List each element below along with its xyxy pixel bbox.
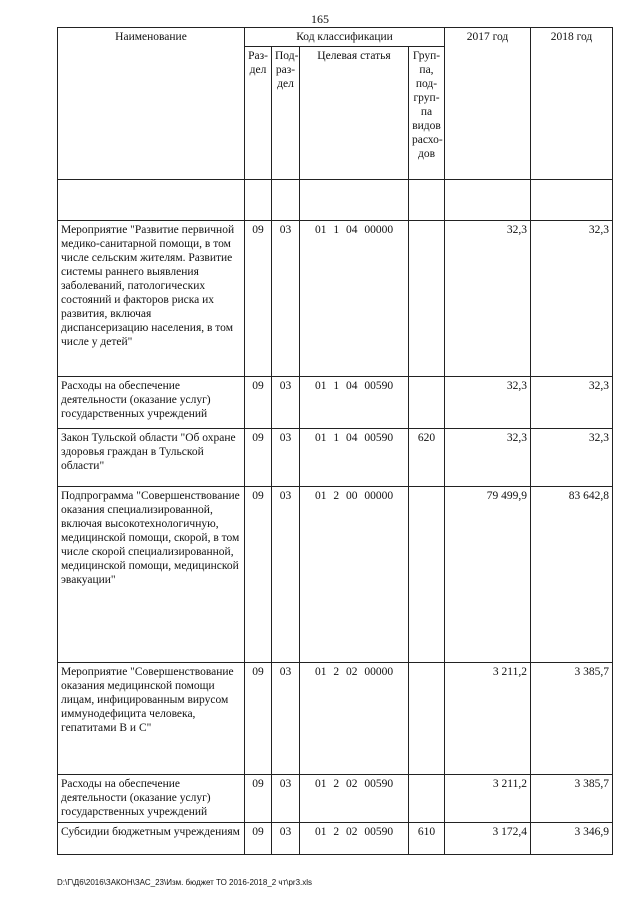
header-2017: 2017 год [445, 28, 531, 180]
row-group [409, 663, 445, 775]
row-2018: 83 642,8 [531, 487, 613, 663]
row-2018: 3 385,7 [531, 775, 613, 823]
row-article: 01 1 04 00590 [300, 429, 409, 487]
page-number: 165 [311, 12, 329, 26]
row-subsection: 03 [272, 487, 300, 663]
row-article: 01 2 02 00000 [300, 663, 409, 775]
header-row-1 [58, 28, 613, 47]
row-subsection: 03 [272, 429, 300, 487]
row-2018: 3 346,9 [531, 823, 613, 855]
header-section: Раз-дел [245, 47, 272, 180]
row-2017: 32,3 [445, 429, 531, 487]
row-section: 09 [245, 429, 272, 487]
row-2018: 3 385,7 [531, 663, 613, 775]
row-name: Мероприятие "Совершенствование оказания медицинской помощи лицам, инфицированным вирусом иммунодефицита человека, гепатитами B и C" [58, 663, 245, 775]
row-group: 620 [409, 429, 445, 487]
row-subsection: 03 [272, 221, 300, 377]
row-2017: 79 499,9 [445, 487, 531, 663]
header-target-article: Целевая статья [300, 47, 409, 180]
row-group [409, 487, 445, 663]
row-article: 01 2 02 00590 [300, 823, 409, 855]
row-name: Закон Тульской области "Об охране здоровья граждан в Тульской области" [58, 429, 245, 487]
row-section: 09 [245, 221, 272, 377]
row-2017: 32,3 [445, 221, 531, 377]
row-name: Субсидии бюджетным учреждениям [58, 823, 245, 855]
table-row [58, 487, 613, 663]
row-name: Подпрограмма "Совершенствование оказания специализированной, включая высокотехнологичную, медицинской помощи, скорой, в том числе скорой специализированной, медицинской помощи, медицинской эвакуации" [58, 487, 245, 663]
header-2018: 2018 год [531, 28, 613, 180]
row-2017: 3 172,4 [445, 823, 531, 855]
table-row [58, 775, 613, 823]
row-article: 01 2 00 00000 [300, 487, 409, 663]
row-name: Мероприятие "Развитие первичной медико-санитарной помощи, в том числе сельским жителям. Развитие системы раннего выявления заболеваний, патологических состояний и факторов риска их развития, включая диспансеризацию населения, в том числе у детей" [58, 221, 245, 377]
row-subsection: 03 [272, 775, 300, 823]
row-group [409, 775, 445, 823]
row-name: Расходы на обеспечение деятельности (оказание услуг) государственных учреждений [58, 377, 245, 429]
header-expense-group: Груп-па, под-груп-па видов расхо-дов [409, 47, 445, 180]
table-row [58, 221, 613, 377]
file-path-footer: D:\Г\Д6\2016\ЗАКОН\ЗАС_23\Изм. бюджет ТО 2016-2018_2 чт\pr3.xls [57, 878, 313, 887]
table-row [58, 663, 613, 775]
row-article: 01 2 02 00590 [300, 775, 409, 823]
row-2017: 3 211,2 [445, 663, 531, 775]
spacer-row [58, 180, 613, 221]
row-2017: 32,3 [445, 377, 531, 429]
table-row [58, 377, 613, 429]
row-2017: 3 211,2 [445, 775, 531, 823]
row-group: 610 [409, 823, 445, 855]
row-section: 09 [245, 775, 272, 823]
row-section: 09 [245, 663, 272, 775]
row-article: 01 1 04 00590 [300, 377, 409, 429]
row-group [409, 377, 445, 429]
row-2018: 32,3 [531, 377, 613, 429]
row-article: 01 1 04 00000 [300, 221, 409, 377]
budget-table [57, 27, 613, 855]
table-row [58, 823, 613, 855]
row-subsection: 03 [272, 377, 300, 429]
row-section: 09 [245, 487, 272, 663]
row-section: 09 [245, 377, 272, 429]
row-section: 09 [245, 823, 272, 855]
row-group [409, 221, 445, 377]
header-name: Наименование [58, 28, 245, 180]
table-row [58, 429, 613, 487]
row-subsection: 03 [272, 823, 300, 855]
header-subsection: Под-раз-дел [272, 47, 300, 180]
row-name: Расходы на обеспечение деятельности (оказание услуг) государственных учреждений [58, 775, 245, 823]
header-classification: Код классификации [245, 28, 445, 47]
row-subsection: 03 [272, 663, 300, 775]
row-2018: 32,3 [531, 429, 613, 487]
row-2018: 32,3 [531, 221, 613, 377]
